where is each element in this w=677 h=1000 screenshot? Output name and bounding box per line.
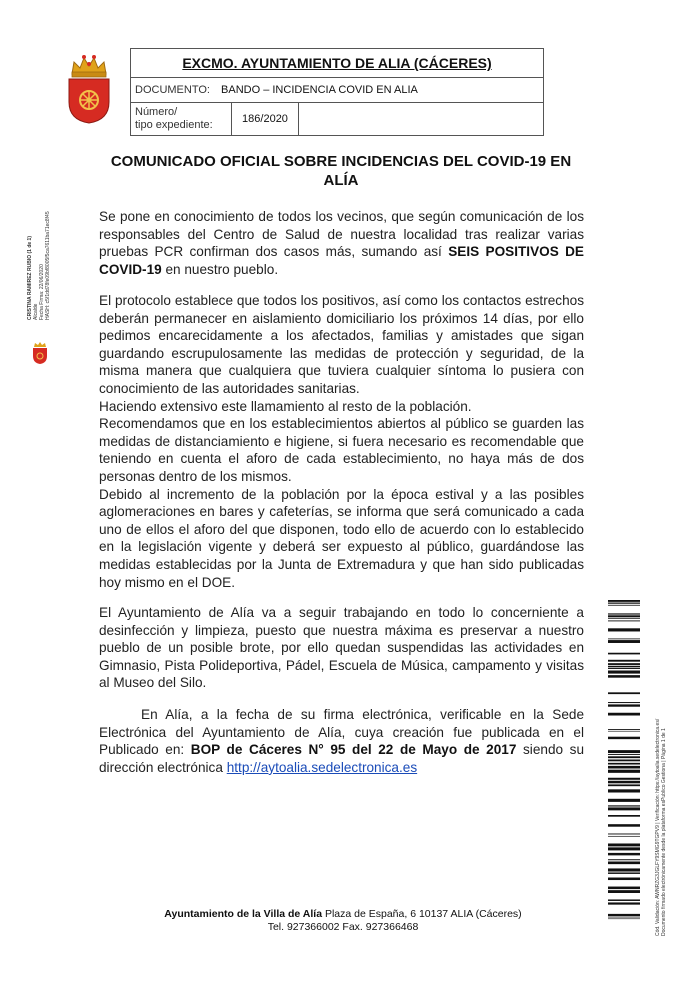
- barcode-bar: [608, 618, 640, 619]
- signature-hash: HASH: c5f1dd78fe09bf8005f5ca7611ba71ec8f45: [45, 211, 51, 320]
- header-box: [130, 48, 544, 136]
- verification-strip: [655, 718, 667, 1000]
- barcode-bar: [608, 615, 640, 617]
- footer-phone: Tel. 927366002 Fax. 927366468: [267, 921, 419, 933]
- barcode-bar: [608, 861, 640, 864]
- number-label-line2: tipo expediente:: [135, 119, 213, 131]
- barcode-bar: [608, 675, 640, 678]
- footer-address-line: [100, 908, 586, 921]
- barcode-bar: [608, 737, 640, 739]
- barcode-bar: [608, 653, 640, 655]
- signer-role: Alcalde: [33, 303, 39, 320]
- barcode-bar: [608, 805, 640, 806]
- recommendation-paragraph: Recomendamos que en los establecimientos abiertos al público se guarden las medidas de distanciamiento e higiene, si fuera necesario es recomendable que teniendo en cuenta el aforo de cada establecimiento, no haya más de dos personas dentro de los mismos.: [99, 416, 584, 484]
- barcode-bar: [608, 815, 640, 817]
- document-row: [131, 77, 543, 103]
- paragraph-4-mid: siendo su dirección electrónica: [99, 742, 584, 775]
- barcode-bar: [608, 756, 640, 758]
- barcode-bar: [608, 754, 640, 755]
- paragraph-3: El Ayuntamiento de Alía va a seguir trabajando en todo lo concerniente a desinfección y limpieza, puesto que nuestra máxima es preservar a nuestro pueblo de un posible brote, por ello quedan suspendidas las actividades en Gimnasio, Pista Polideportiva, Pádel, Escuela de Música, campamento y visitas al Museo del Silo.: [99, 605, 584, 691]
- number-value: 186/2020: [231, 103, 299, 135]
- barcode-bar: [608, 834, 640, 835]
- paragraph-4: [99, 706, 584, 776]
- signature-strip: [28, 160, 50, 320]
- barcode: [608, 600, 640, 920]
- barcode-bar: [608, 600, 640, 602]
- barcode-bar: [608, 640, 640, 643]
- number-row: [131, 103, 543, 135]
- protocol-paragraph: El protocolo establece que todos los positivos, así como los contactos estrechos deberán permanecer en aislamiento domiciliario los próximos 14 días, por ello pedimos encarecidamente a los afectados, familias y amistades que sigan guardando escrupulosamente las medidas de protección y seguridad, de la misma manera que cualquiera que tuviera cualquier síntoma lo pusiera con conocimiento de las autoridades sanitarias.: [99, 293, 584, 396]
- barcode-bar: [608, 750, 640, 753]
- barcode-bar: [608, 887, 640, 890]
- barcode-bar: [608, 824, 640, 827]
- signature-date: Fecha Firma: 22/06/2020: [39, 264, 45, 320]
- paragraph-1-end: en nuestro pueblo.: [161, 261, 279, 277]
- barcode-bar: [608, 670, 640, 673]
- coat-of-arms-logo: [64, 52, 114, 124]
- header-title: EXCMO. AYUNTAMIENTO DE ALIA (CÁCERES): [131, 49, 543, 78]
- barcode-bar: [608, 789, 640, 792]
- barcode-bar: [608, 603, 640, 604]
- barcode-bar: [608, 668, 640, 669]
- barcode-bar: [608, 902, 640, 904]
- signer-name: CRISTINA RAMIREZ RUBIO (1 de 1): [27, 236, 33, 320]
- barcode-bar: [608, 917, 640, 918]
- positives-count-highlight: SEIS POSITIVOS DE COVID-19: [99, 244, 585, 277]
- barcode-bar: [608, 704, 640, 706]
- number-label: [135, 106, 231, 132]
- paragraph-4-text: En Alía, a la fecha de su firma electrónica, verificable en la Sede Electrónica del Ayuntamiento de Alía, cuya creación fue publicada en el Publicado en:: [99, 707, 584, 758]
- document-label: DOCUMENTO:: [135, 84, 210, 96]
- document-value: BANDO – INCIDENCIA COVID EN ALIA: [221, 84, 418, 96]
- barcode-bar: [608, 663, 640, 665]
- barcode-bar: [608, 729, 640, 730]
- barcode-bar: [608, 759, 640, 761]
- barcode-bar: [608, 666, 640, 667]
- barcode-bar: [608, 605, 640, 606]
- barcode-bar: [608, 878, 640, 881]
- paragraph-1-text: Se pone en conocimiento de todos los vecinos, que según comunicación de los responsables del Centro de Salud de nuestra localidad tras realizar varias pruebas PCR confirman dos casos más, sumando así: [99, 209, 584, 260]
- extension-paragraph: Haciendo extensivo este llamamiento al resto de la población.: [99, 398, 472, 414]
- platform-note: Documento firmado electrónicamente desde la plataforma esPublico Gestiona | Página 1 de 1: [661, 728, 667, 936]
- barcode-bar: [608, 781, 640, 784]
- barcode-bar: [608, 628, 640, 631]
- barcode-bar: [608, 638, 640, 639]
- footer: [100, 908, 586, 934]
- barcode-bar: [608, 702, 640, 703]
- barcode-bar: [608, 918, 640, 919]
- footer-institution: Ayuntamiento de la Villa de Alía: [164, 908, 323, 920]
- document-title: COMUNICADO OFICIAL SOBRE INCIDENCIAS DEL COVID-19 EN ALÍA: [110, 153, 572, 189]
- barcode-bar: [608, 713, 640, 716]
- barcode-bar: [608, 899, 640, 901]
- barcode-bar: [608, 766, 640, 769]
- barcode-bar: [608, 660, 640, 662]
- barcode-bar: [608, 847, 640, 850]
- barcode-bar: [608, 853, 640, 855]
- barcode-bar: [608, 914, 640, 916]
- barcode-bar: [608, 692, 640, 694]
- barcode-bar: [608, 799, 640, 802]
- barcode-bar: [608, 890, 640, 893]
- capacity-paragraph: Debido al incremento de la población por la época estival y a las posibles aglomeraciones en bares y cafeterías, se informa que será comunicado a cada uno de ellos el aforo del que disponen, todo ello de acuerdo con lo establecido en la legislación vigente y deberá ser expuesto al público, guardándose las medidas establecidas por la Junta de Extremadura y que han sido publicadas hoy mismo en el DOE.: [99, 486, 584, 590]
- barcode-bar: [608, 836, 640, 837]
- bop-reference: BOP de Cáceres N° 95 del 22 de Mayo de 2017: [190, 742, 517, 758]
- paragraph-2: [99, 292, 584, 591]
- barcode-bar: [608, 613, 640, 614]
- verification-code: Cód. Validación: AWNRZG3JGLFY9SMG9TGPV9 | Verificación: https://aytoalia.sedelectronica.es/: [655, 718, 661, 936]
- barcode-bar: [608, 868, 640, 871]
- barcode-bar: [608, 843, 640, 846]
- barcode-bar: [608, 784, 640, 786]
- barcode-bar: [608, 763, 640, 765]
- barcode-bar: [608, 620, 640, 621]
- footer-address: Plaza de España, 6 10137 ALIA (Cáceres): [322, 908, 522, 920]
- sede-electronica-link[interactable]: http://aytoalia.sedelectronica.es: [226, 759, 418, 775]
- number-label-line1: Número/: [135, 106, 178, 118]
- barcode-bar: [608, 778, 640, 780]
- barcode-bar: [608, 807, 640, 810]
- barcode-bar: [608, 872, 640, 873]
- mini-crest-icon: [30, 341, 50, 365]
- paragraph-1: [99, 208, 584, 278]
- barcode-bar: [608, 731, 640, 732]
- barcode-bar: [608, 859, 640, 860]
- barcode-bar: [608, 770, 640, 773]
